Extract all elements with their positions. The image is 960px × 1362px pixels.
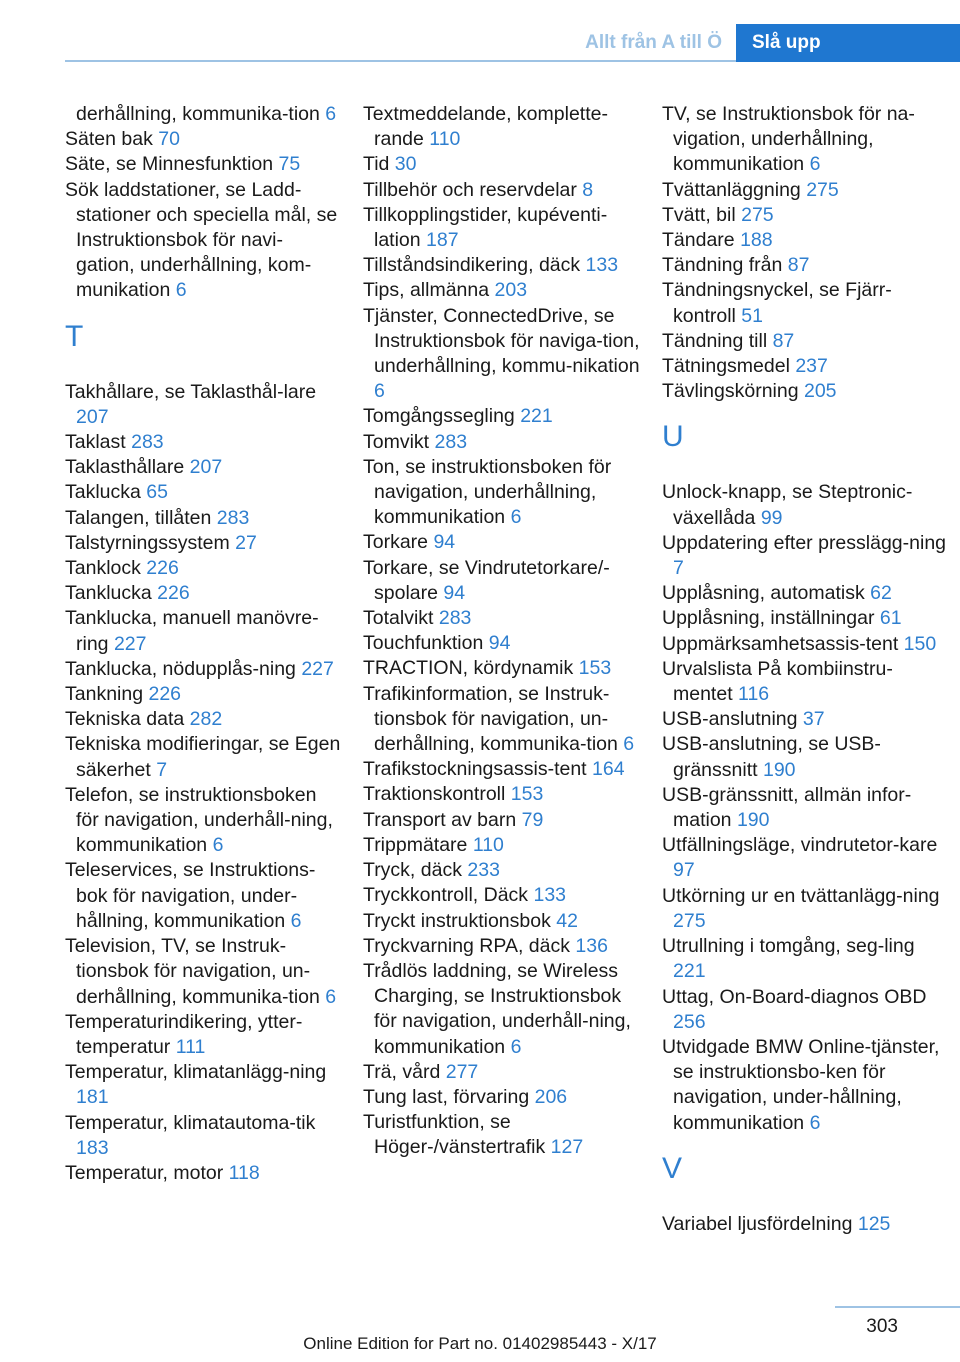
footer-text: Online Edition for Part no. 01402985443 - X/17 [303,1334,657,1353]
index-entry [363,682,643,758]
index-entry [662,833,952,883]
index-entry [363,178,643,203]
page-link[interactable]: 99 [760,506,783,529]
index-entry [363,606,643,631]
index-entry [363,1085,643,1110]
index-entry [65,934,341,1010]
index-entry [65,152,341,177]
index-entry-text: Trippmätare [363,833,473,856]
index-entry [363,959,643,1060]
page-link[interactable]: 94 [443,581,466,604]
page-link[interactable]: 6 [809,153,821,176]
index-entry-text: TV, se Instruktionsbok för na-vigation, underhållning, kommunikation [662,103,915,176]
index-entry-text: derhållning, kommunika-tion [76,103,326,125]
index-entry-text: Upplåsning, inställningar [662,607,880,630]
index-entry-text: Teleservices, se Instruktions-bok för navigation, under-hållning, kommunikation [65,859,316,932]
index-entry-text: Tryckt instruktionsbok [363,909,557,932]
index-entry [65,858,341,934]
page-link[interactable]: 6 [212,834,224,857]
page-link[interactable]: 8 [582,178,594,201]
page-link[interactable]: 118 [228,1161,260,1184]
page-link[interactable]: 65 [146,481,168,504]
index-entry-text: Temperaturindikering, ytter-temperatur [65,1010,303,1058]
index-entry-text: Säte, se Minnesfunktion [65,153,279,176]
index-entry [363,530,643,555]
index-entry-text: Traktionskontroll [363,783,511,806]
index-entry-text: Tändningsnyckel, se Fjärr-kontroll [662,279,892,327]
page-link[interactable]: 153 [510,783,544,806]
index-entry [363,808,643,833]
index-entry-text: Tryckvarning RPA, däck [363,934,576,957]
index-entry-text: Torkare [363,531,434,554]
page-link[interactable]: 227 [301,657,334,680]
page-link[interactable]: 207 [189,456,223,479]
index-entry-text: Tvätt, bil [662,203,742,226]
page-link[interactable]: 188 [740,229,773,252]
index-entry-text: Taklast [65,431,132,454]
index-entry-text: Turistfunktion, se Höger-/vänstertrafik [363,1111,551,1159]
section-title[interactable]: Allt från A till Ö [585,32,722,53]
page-link[interactable]: 190 [762,758,796,781]
index-entry-text: Uppdatering efter presslägg-ning [662,531,947,554]
index-entry-text: Takhållare, se Taklasthål-lare [65,380,317,403]
page-link[interactable]: 153 [578,657,612,680]
index-entry-text: Tändning till [662,329,773,352]
index-entry-text: Ton, se instruktionsboken för navigation, underhållning, kommunikation [363,455,612,529]
index-entry [65,506,341,531]
index-entry-text: Tjänster, ConnectedDrive, se Instruktionsbok för naviga-tion, underhållning, kommu-nikation [363,304,640,378]
index-entry [662,581,952,606]
page-link[interactable]: 70 [158,128,180,151]
index-entry [65,1111,341,1161]
index-column-3 [662,102,952,1237]
page-link[interactable]: 62 [870,582,892,605]
page-link[interactable]: 127 [550,1136,584,1159]
page-link[interactable]: 125 [857,1212,891,1235]
index-entry [662,1035,952,1136]
index-entry-text: Utvidgade BMW Online-tjänster, se instruktionsbo-ken för navigation, under-hållning, kommunikation [662,1035,940,1134]
page-link[interactable]: 110 [429,128,461,151]
index-entry-text: Trafikstockningsassis-tent [363,758,593,781]
index-entry [65,480,341,505]
index-entry [65,380,341,430]
index-entry-text: Tryckkontroll, Däck [363,884,534,907]
index-entry [363,656,643,681]
page-link[interactable]: 187 [426,229,459,252]
index-entry-text: Tips, allmänna [363,279,495,302]
index-entry-text: Upplåsning, automatisk [662,582,871,605]
index-entry [363,782,643,807]
page-link[interactable]: 94 [488,632,511,655]
index-entry [363,430,643,455]
page-link[interactable]: 97 [673,859,695,882]
index-entry-text: Tekniska data [65,708,190,731]
index-column-2 [363,102,643,1161]
index-entry-text: Tanklucka [65,582,158,605]
page-link[interactable]: 133 [533,884,567,907]
index-letter-heading: V [662,1151,683,1185]
index-entry [65,531,341,556]
page-link[interactable]: 282 [189,708,223,731]
index-entry-text: Tung last, förvaring [363,1085,535,1108]
index-entry [363,1110,643,1160]
index-entry [65,556,341,581]
index-entry [65,732,341,782]
page-link[interactable]: 6 [374,380,385,403]
index-entry [662,783,952,833]
index-entry-text: Urvalslista På kombiinstru-mentet [662,657,893,706]
index-entry-text: Utkörning ur en tvättanlägg-ning [662,884,940,907]
index-entry-text: Taklucka [65,481,147,504]
index-entry-text: Trä, vård [363,1060,446,1083]
index-entry [65,783,341,859]
page-link[interactable]: 6 [623,733,635,756]
page-link[interactable]: 61 [879,607,902,630]
index-entry-text: Tillståndsindikering, däck [363,254,586,277]
page-number: 303 [866,1316,898,1337]
page-link[interactable]: 207 [76,405,109,428]
page-link[interactable]: 206 [534,1085,568,1108]
page-link[interactable]: 116 [738,683,770,706]
index-entry-text: Unlock-knapp, se Steptronic-växellåda [662,481,913,529]
page-link[interactable]: 79 [521,808,544,831]
index-entry-text: Totalvikt [363,607,439,630]
index-entry-text: Temperatur, klimatanlägg-ning [65,1061,327,1084]
page-link[interactable]: 6 [325,103,337,125]
index-entry [65,581,341,606]
index-entry [65,1060,341,1110]
index-entry-text: USB-anslutning [662,708,803,731]
page-link[interactable]: 283 [438,607,472,630]
index-entry [65,707,341,732]
index-entry [363,631,643,656]
index-entry-text: Tanklucka, nödupplås-ning [65,657,302,680]
index-entry-text: Transport av barn [363,808,522,831]
page-link[interactable]: 75 [278,153,301,176]
page-link[interactable]: 94 [433,531,456,554]
page-link[interactable]: 226 [148,683,182,706]
index-entry-text: Sök laddstationer, se Ladd-stationer och speciella mål, se Instruktionsbok för navi-gation, underhållning, kom-munikation [65,178,338,302]
page-link[interactable]: 275 [806,178,839,201]
index-entry [662,632,952,657]
index-entry-text: Säten bak [65,128,159,151]
index-entry [662,354,952,379]
index-entry [363,278,643,303]
page-link[interactable]: 110 [472,833,504,856]
index-entry-text: TRACTION, kördynamik [363,657,579,680]
index-entry [662,884,952,934]
page-link[interactable]: 111 [175,1035,206,1058]
page-link[interactable]: 133 [585,254,619,277]
index-entry-text: Tillbehör och reservdelar [363,178,583,201]
index-entry [65,127,341,152]
index-entry [662,329,952,354]
page-link[interactable]: 150 [903,632,937,655]
index-entry-text: Temperatur, motor [65,1161,229,1184]
index-entry [662,253,952,278]
index-entry-text: Tryck, däck [363,859,468,882]
index-entry-text: Tillkopplingstider, kupéventi-lation [363,203,608,252]
index-entry-text: Tätningsmedel [662,355,796,378]
page-link[interactable]: 136 [575,934,608,957]
index-entry-text: Telefon, se instruktionsboken för navigation, underhåll-ning, kommunikation [65,783,333,857]
index-entry-text: Temperatur, klimatautoma-tik [65,1111,316,1134]
index-entry-text: USB-anslutning, se USB-gränssnitt [662,733,881,781]
page-link[interactable]: 87 [772,329,795,352]
index-entry-text: Utfällningsläge, vindrutetor-kare [662,834,938,857]
page-link[interactable]: 283 [131,431,164,454]
index-entry-text: Tävlingskörning [662,380,804,403]
index-entry-text: Tomvikt [363,430,435,453]
page-link[interactable]: 6 [809,1111,821,1134]
index-entry [363,304,643,405]
index-entry [363,203,643,253]
index-entry-text: Tankning [65,683,149,706]
index-entry [65,102,341,127]
index-entry-text: Tändning från [662,254,788,277]
index-entry-text: USB-gränssnitt, allmän infor-mation [662,783,912,832]
index-entry [363,757,643,782]
index-entry [363,1060,643,1085]
page-link[interactable]: 233 [467,859,500,882]
index-entry-text: Torkare, se Vindrutetorkare/-spolare [363,556,610,604]
index-entry [662,1212,952,1237]
index-entry [662,178,952,203]
index-entry [65,1010,341,1060]
page-link[interactable]: 190 [736,809,770,832]
page-link[interactable]: 203 [494,279,528,302]
page-link[interactable]: 7 [156,758,168,781]
index-entry [662,531,952,581]
page-link[interactable]: 283 [216,506,250,529]
page-link[interactable]: 7 [673,557,684,580]
page-link[interactable]: 283 [434,430,468,453]
index-entry [662,102,952,178]
page-link[interactable]: 6 [175,279,187,302]
index-entry [662,657,952,707]
index-entry [363,833,643,858]
page-link[interactable]: 42 [556,909,578,932]
page-link[interactable]: 51 [741,304,763,327]
page-link[interactable]: 275 [673,909,706,932]
page-link[interactable]: 37 [802,708,825,731]
index-entry [65,657,341,682]
section-tab[interactable]: Slå upp [736,24,960,62]
page-link[interactable]: 30 [394,153,417,176]
index-entry [363,404,643,429]
index-entry [662,278,952,328]
index-letter-heading: T [65,319,84,353]
page-link[interactable]: 6 [290,909,302,932]
index-entry-text: Uttag, On-Board-diagnos OBD [662,985,927,1008]
index-entry-text: Utrullning i tomgång, seg-ling [662,935,915,958]
page-link[interactable]: 87 [787,254,810,277]
index-entry [363,883,643,908]
index-column-1 [65,102,341,1186]
index-entry [662,606,952,631]
index-entry [363,455,643,531]
index-entry [662,480,952,530]
page-link[interactable]: 6 [510,1035,522,1058]
index-entry [662,228,952,253]
index-entry-text: Television, TV, se Instruk-tionsbok för navigation, un-derhållning, kommunika-tion [65,935,326,1008]
page-link[interactable]: 226 [157,582,190,605]
index-entry [65,682,341,707]
page-link[interactable]: 6 [510,506,522,529]
index-entry-text: Trådlös laddning, se Wireless Charging, se Instruktionsbok för navigation, underhåll-ning, kommunikation [363,959,631,1058]
index-entry-text: Textmeddelande, komplette-rande [363,103,608,151]
page-link[interactable]: 183 [76,1136,109,1159]
index-entry [363,909,643,934]
index-entry [662,985,952,1035]
index-entry-text: Talangen, tillåten [65,506,217,529]
index-entry [662,732,952,782]
index-entry [363,934,643,959]
page-link[interactable]: 221 [673,960,706,983]
index-entry-text: Uppmärksamhetsassis-tent [662,632,904,655]
page-link[interactable]: 164 [592,758,625,781]
index-entry-text: Tomgångssegling [363,405,521,428]
index-entry-text: Taklasthållare [65,456,190,479]
page-link[interactable]: 181 [76,1086,109,1109]
index-entry [662,707,952,732]
page-link[interactable]: 27 [235,531,257,554]
page-link[interactable]: 205 [803,380,837,403]
index-entry-text: Trafikinformation, se Instruk-tionsbok för navigation, un-derhållning, kommunika-tion [363,682,624,756]
index-entry [363,102,643,152]
index-entry [65,178,341,304]
index-entry [363,152,643,177]
index-entry-text: Tanklock [65,557,147,580]
index-entry-text: Tid [363,153,395,176]
index-entry [363,556,643,606]
index-entry-text: Touchfunktion [363,632,489,655]
index-entry-text: Talstyrningssystem [65,531,236,554]
page-link[interactable]: 277 [445,1060,479,1083]
index-entry-text: Tanklucka, manuell manövre-ring [65,607,319,655]
index-entry [662,934,952,984]
page-link[interactable]: 227 [113,632,147,655]
index-entry [363,253,643,278]
index-entry [65,430,341,455]
index-entry-text: Tvättanläggning [662,178,807,201]
index-letter-heading: U [662,420,684,454]
index-entry-text: Tekniska modifieringar, se Egen säkerhet [65,733,341,781]
index-entry [65,606,341,656]
footer-rule [835,1306,960,1308]
index-entry [65,455,341,480]
page-link[interactable]: 275 [741,203,774,226]
page-link[interactable]: 221 [520,405,553,428]
index-entry [662,203,952,228]
page-link[interactable]: 256 [673,1010,706,1033]
page-link[interactable]: 226 [146,557,179,580]
index-entry-text: Variabel ljusfördelning [662,1212,858,1235]
index-entry [662,379,952,404]
index-entry [363,858,643,883]
page-link[interactable]: 6 [325,985,337,1008]
index-entry [65,1161,341,1186]
page-link[interactable]: 237 [795,355,828,378]
index-entry-text: Tändare [662,229,741,252]
